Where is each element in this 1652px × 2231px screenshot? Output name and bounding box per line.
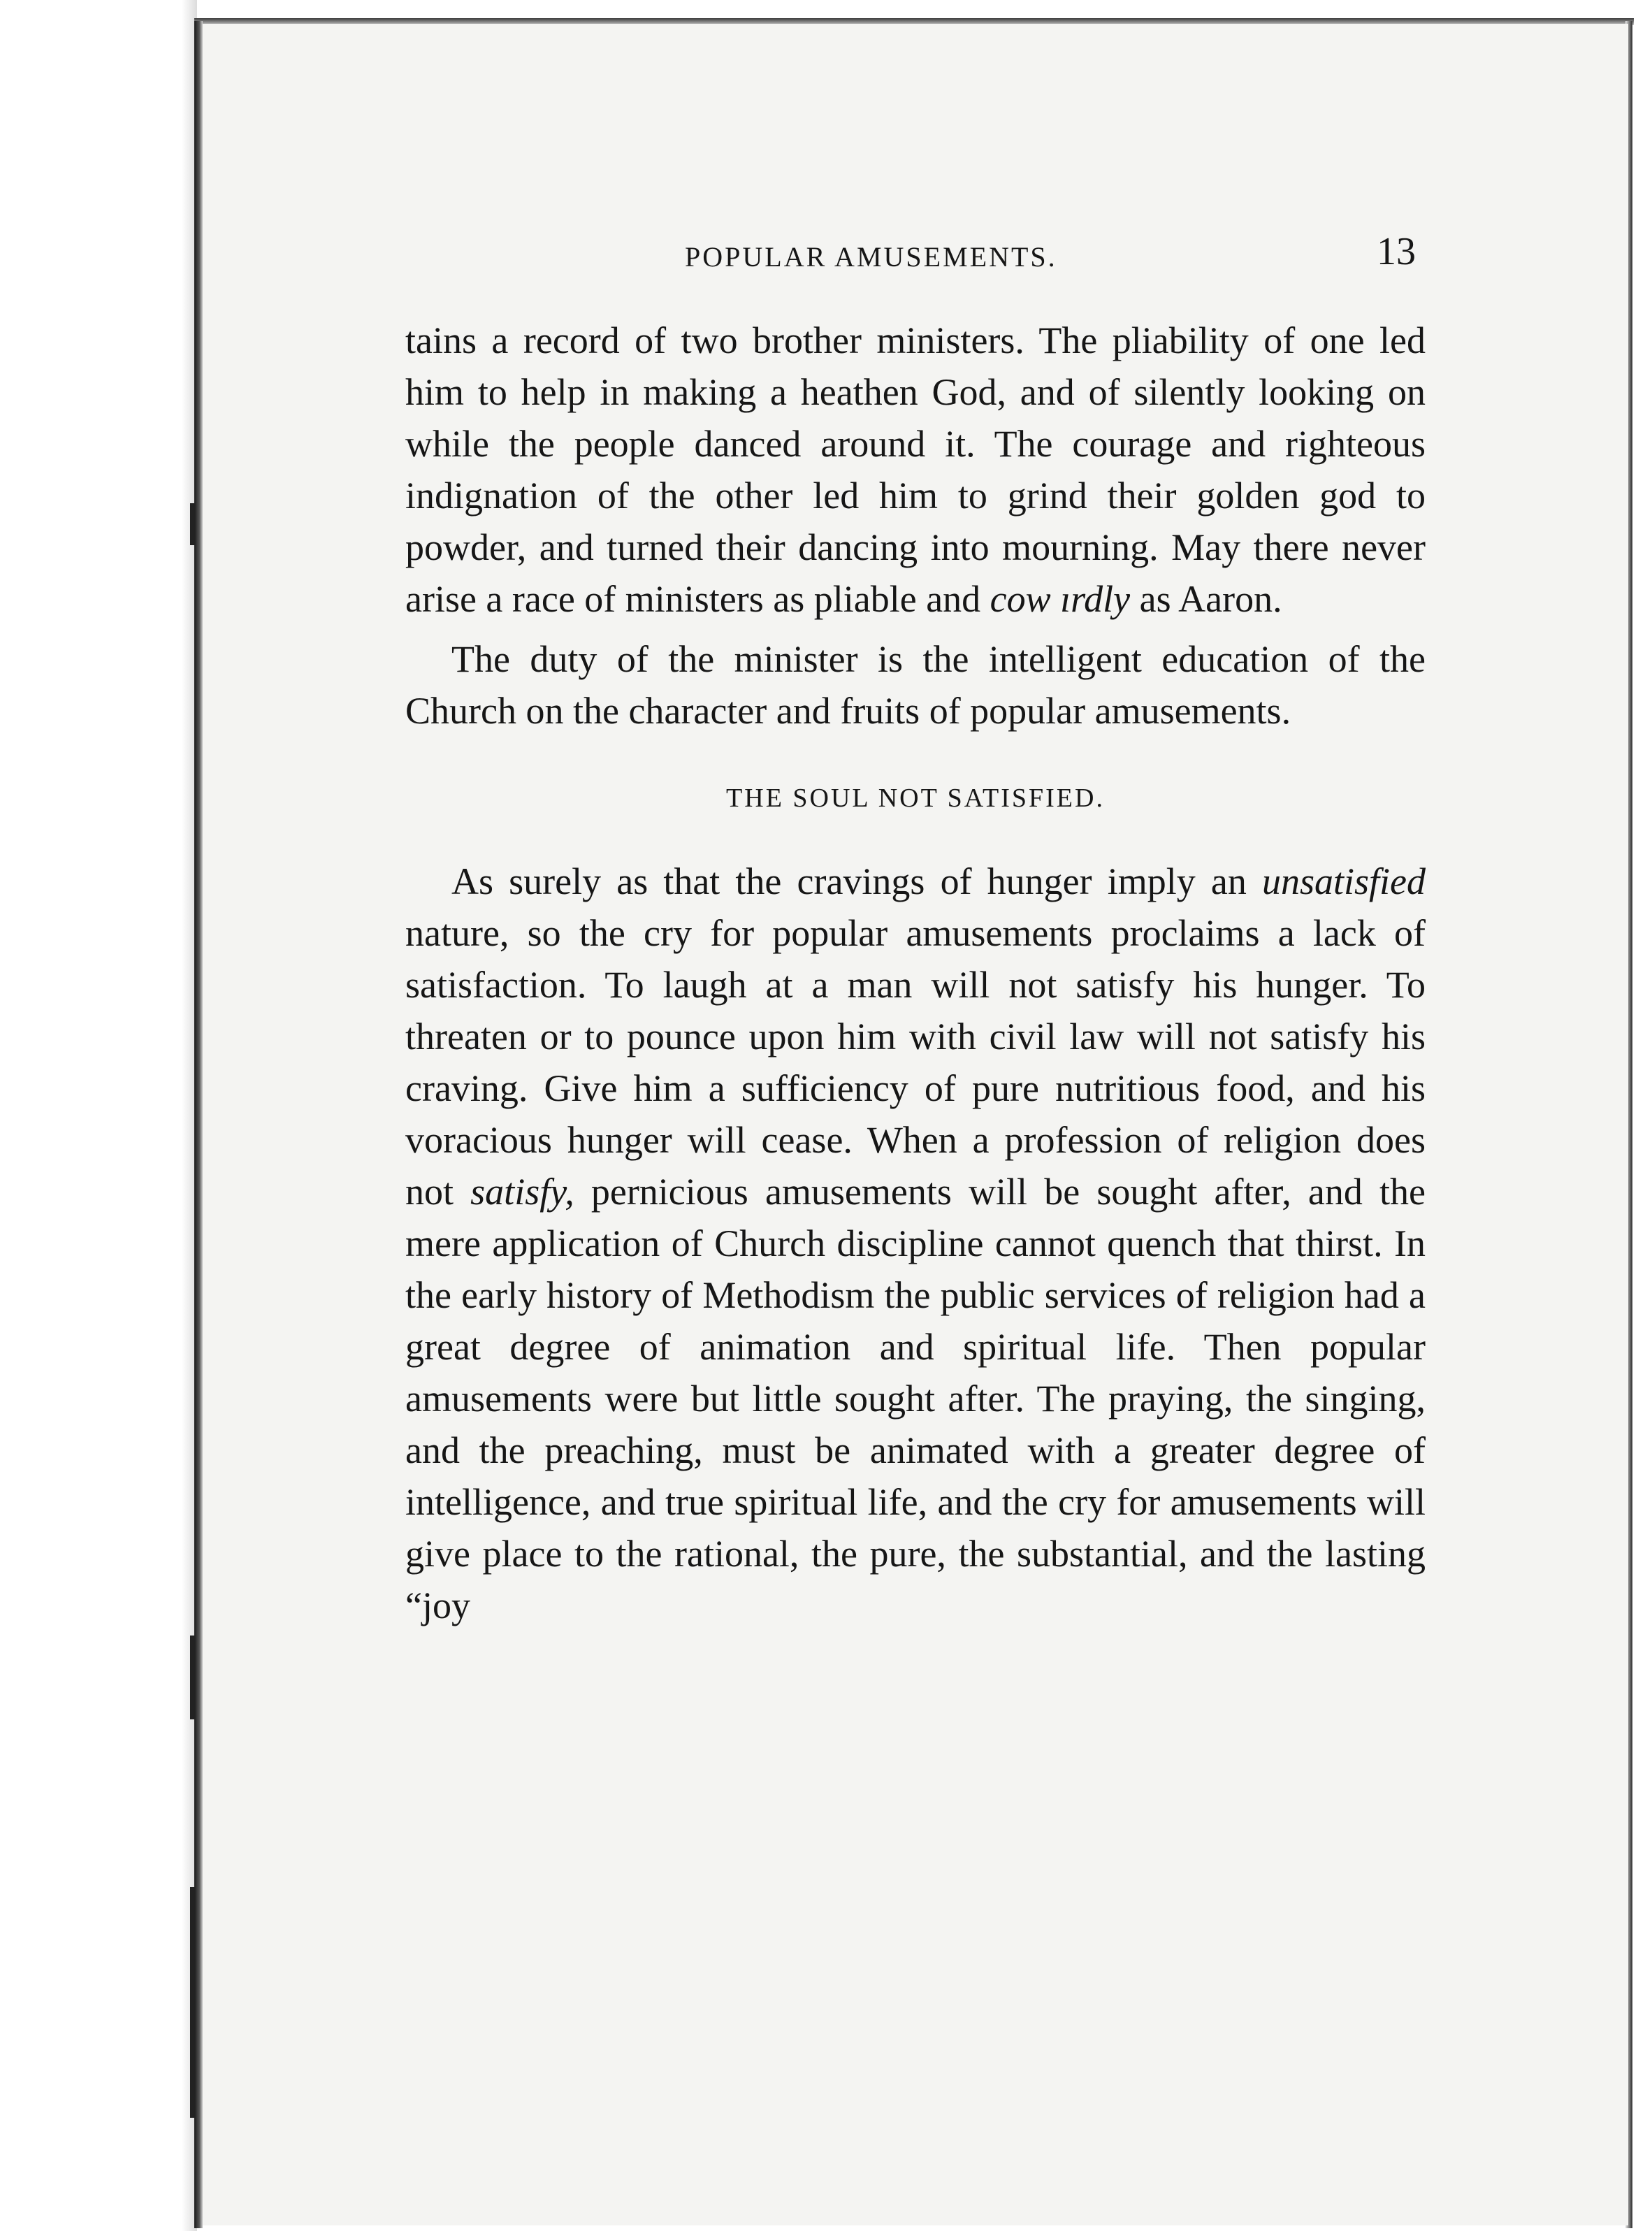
italic-word-satisfy: satisfy,	[470, 1171, 574, 1213]
paragraph-2: The duty of the minister is the intelligent education of the Church on the character and fruits of popular amusements.	[405, 638, 1426, 732]
italic-word-cowardly: cow ırdly	[990, 578, 1131, 620]
paragraph-1-end: as Aaron.	[1130, 578, 1282, 620]
italic-word-unsatisfied: unsatisfied	[1261, 860, 1426, 902]
margin-mark	[190, 1636, 195, 1719]
running-title: POPULAR AMUSEMENTS.	[685, 241, 1057, 273]
paragraph-1	[405, 315, 1426, 625]
paragraph-1-text: tains a record of two brother ministers. The pliability of one led him to help in making a heathen God, and of silently looking on while the people danced around it. The courage and righteous indignation of the other led him to grind their golden god to powder, and turned their dancing into mourning. May there never arise a race of ministers as pliable and	[405, 319, 1426, 620]
page-edge-left	[194, 21, 203, 2228]
paragraph-3	[405, 855, 1426, 1631]
margin-mark	[190, 1887, 195, 2118]
paragraph-3-seg1: As surely as that the cravings of hunger imply an	[451, 860, 1262, 902]
page-number: 13	[1377, 230, 1416, 273]
paragraph-3-seg3: pernicious amusements will be sought after, and the mere application of Church discipline cannot quench that thirst. In the early history of Methodism the public services of religion had a great degree of animation and spiritual life. Then popular amusements were but little sought after. The praying, the singing, and the preaching, must be animated with a greater degree of intelligence, and true spiritual life, and the cry for amusements will give place to the rational, the pure, the substantial, and the lasting “joy	[405, 1171, 1426, 1626]
text-block	[405, 224, 1426, 1631]
margin-mark	[190, 503, 195, 545]
paragraph-3-seg2: nature, so the cry for popular amusements proclaims a lack of satisfaction. To laugh at a man will not satisfy his hunger. To threaten or to pounce upon him with civil law will not satisfy his craving. Give him a sufficiency of pure nutritious food, and his voracious hunger will cease. When a profession of religion does not	[405, 912, 1426, 1213]
section-heading: THE SOUL NOT SATISFIED.	[726, 784, 1105, 813]
running-head	[405, 224, 1426, 280]
